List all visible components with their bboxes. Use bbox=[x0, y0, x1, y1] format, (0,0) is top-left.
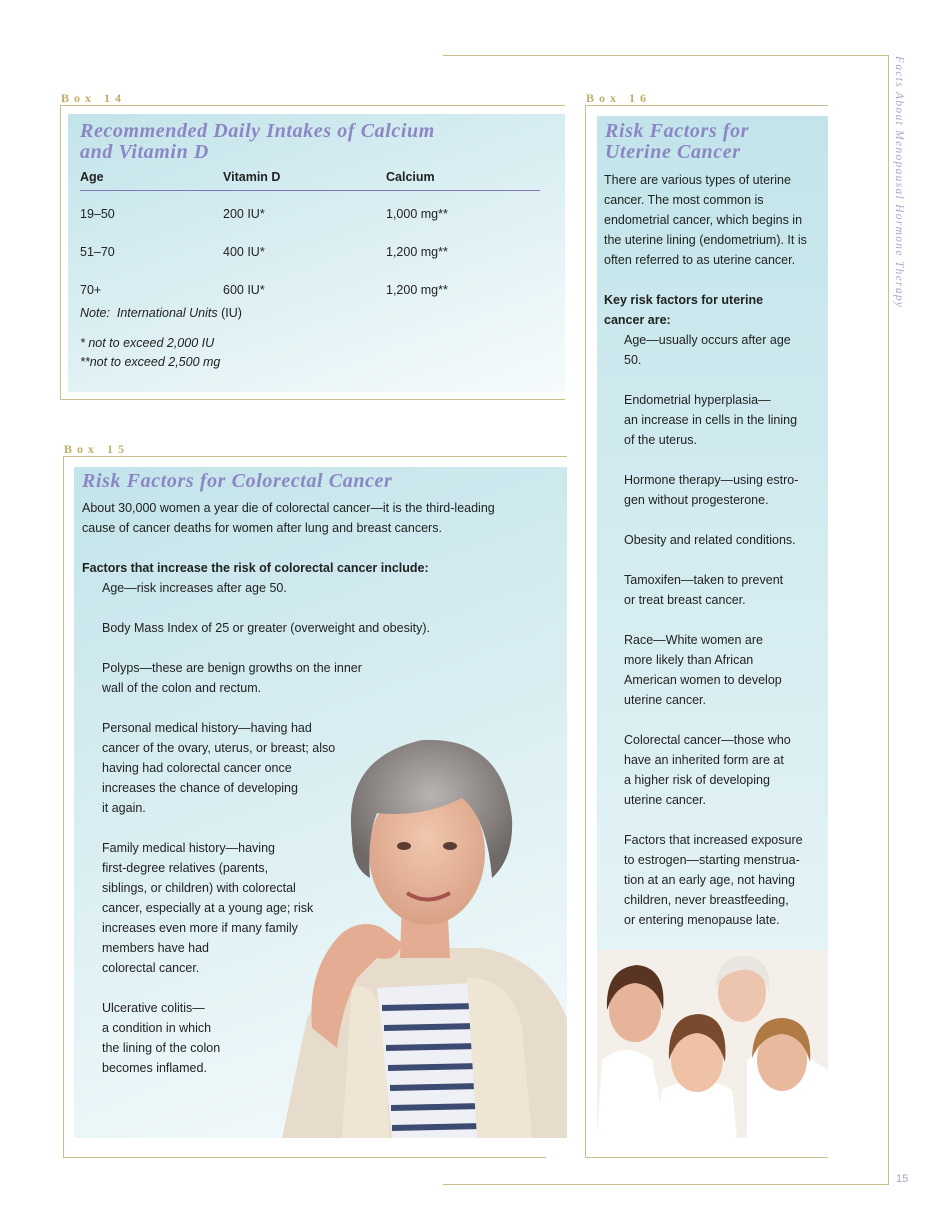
box15-left-rule bbox=[63, 456, 64, 1158]
frame-right-line bbox=[888, 55, 889, 1185]
box15-intro: About 30,000 women a year die of colorectal cancer—it is the third-leading cause of cancer deaths for women after lung and breast cancers. bbox=[82, 501, 495, 535]
box16-top-rule bbox=[585, 105, 828, 106]
frame-bottom-line bbox=[443, 1184, 889, 1185]
footnote-calcium: **not to exceed 2,500 mg bbox=[80, 355, 221, 369]
cell-age: 51–70 bbox=[80, 245, 115, 259]
group-photo-four-women bbox=[597, 950, 828, 1138]
cell-vitamin-d: 400 IU* bbox=[223, 245, 265, 259]
list-item: Obesity and related conditions. bbox=[624, 533, 796, 547]
box16-title: Risk Factors for Uterine Cancer bbox=[605, 120, 750, 163]
cell-vitamin-d: 600 IU* bbox=[223, 283, 265, 297]
box14-label: Box 14 bbox=[61, 91, 127, 105]
frame-top-line bbox=[443, 55, 889, 56]
list-item: Ulcerative colitis— a condition in which the lining of the colon becomes inflamed. bbox=[102, 1001, 221, 1075]
list-item: Body Mass Index of 25 or greater (overweight and obesity). bbox=[102, 621, 430, 635]
box15-label: Box 15 bbox=[64, 442, 130, 456]
footnote-vitamin-d: * not to exceed 2,000 IU bbox=[80, 336, 215, 350]
box14-bottom-rule bbox=[60, 399, 565, 400]
col-header-age: Age bbox=[80, 170, 223, 191]
cell-age: 70+ bbox=[80, 283, 102, 297]
list-item: Race—White women are more likely than African American women to develop uterine cancer. bbox=[624, 633, 782, 707]
box14-top-rule bbox=[60, 105, 565, 106]
box15-title: Risk Factors for Colorectal Cancer bbox=[82, 470, 393, 492]
box16-key-heading: Key risk factors for uterine cancer are: bbox=[604, 293, 764, 327]
list-item: Personal medical history—having had cancer of the ovary, uterus, or breast; also having had colorectal cancer once increases the chance of developing it again. bbox=[102, 721, 336, 815]
box16-intro: There are various types of uterine cancer. The most common is endometrial cancer, which begins in the uterine lining (endometrium). It is often referred to as uterine cancer. bbox=[604, 173, 807, 267]
cell-calcium: 1,200 mg** bbox=[386, 283, 448, 297]
list-item: Family medical history—having first-degree relatives (parents, siblings, or children) with colorectal cancer, especially at a young age; risk increases even more if many family members have had colorectal cancer. bbox=[102, 841, 314, 975]
list-item: Tamoxifen—taken to prevent or treat breast cancer. bbox=[624, 573, 784, 607]
list-item: Age—risk increases after age 50. bbox=[102, 581, 287, 595]
page-number: 15 bbox=[896, 1173, 909, 1185]
list-item: Colorectal cancer—those who have an inherited form are at a higher risk of developing uterine cancer. bbox=[624, 733, 791, 807]
box14-left-rule bbox=[60, 105, 61, 400]
cell-vitamin-d: 200 IU* bbox=[223, 207, 265, 221]
box16-label: Box 16 bbox=[586, 91, 652, 105]
intake-table bbox=[80, 170, 540, 309]
box15-factors-heading: Factors that increase the risk of colorectal cancer include: bbox=[82, 561, 429, 575]
list-item: Age—usually occurs after age 50. bbox=[624, 333, 791, 367]
cell-calcium: 1,000 mg** bbox=[386, 207, 448, 221]
box14-title: Recommended Daily Intakes of Calcium and Vitamin D bbox=[80, 120, 435, 163]
col-header-calcium: Calcium bbox=[386, 170, 540, 191]
list-item: Hormone therapy—using estro- gen without progesterone. bbox=[624, 473, 799, 507]
table-row bbox=[80, 191, 540, 234]
box15-top-rule bbox=[63, 456, 567, 457]
table-row bbox=[80, 271, 540, 309]
list-item: Endometrial hyperplasia— an increase in cells in the lining of the uterus. bbox=[624, 393, 798, 447]
cell-age: 19–50 bbox=[80, 207, 115, 221]
cell-calcium: 1,200 mg** bbox=[386, 245, 448, 259]
units-note: Note: International Units (IU) bbox=[80, 306, 242, 320]
list-item: Polyps—these are benign growths on the inner wall of the colon and rectum. bbox=[102, 661, 362, 695]
running-title: Facts About Menopausal Hormone Therapy bbox=[893, 56, 905, 309]
box16-left-rule bbox=[585, 105, 586, 1158]
col-header-vitamin-d: Vitamin D bbox=[223, 170, 386, 191]
box14-panel bbox=[68, 114, 565, 392]
list-item: Factors that increased exposure to estrogen—starting menstrua- tion at an early age, not having children, never breastfeeding, or entering menopause late. bbox=[624, 833, 803, 927]
table-row bbox=[80, 233, 540, 271]
box15-bottom-rule bbox=[63, 1157, 546, 1158]
box16-bottom-rule bbox=[585, 1157, 828, 1158]
